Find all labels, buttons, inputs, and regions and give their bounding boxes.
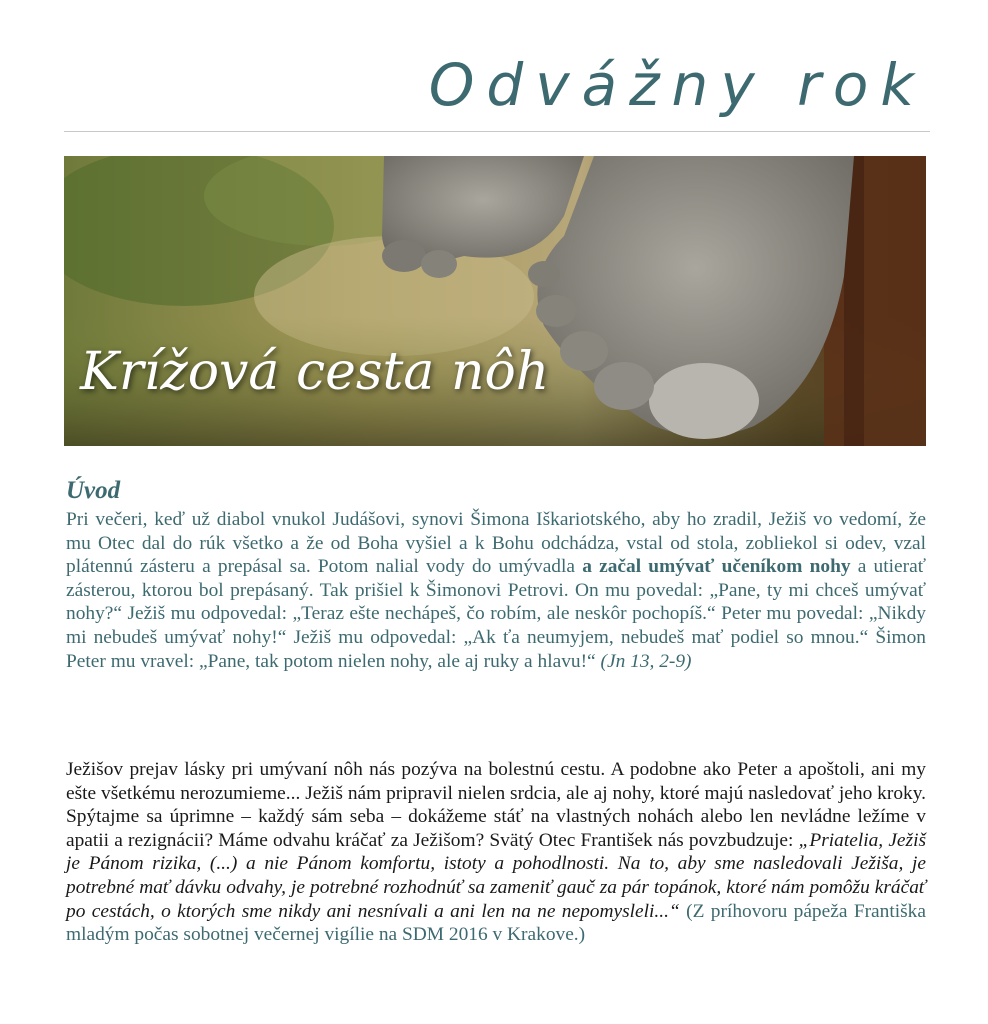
banner-image xyxy=(64,156,926,446)
intro-text-bold: a začal umývať učeníkom nohy xyxy=(582,556,851,578)
bible-reference: (Jn 13, 2-9) xyxy=(600,650,692,672)
feet-statue-icon xyxy=(64,156,926,446)
pope-quote: „Priatelia, Ježiš je Pánom rizika, (...) a nie Pánom komfortu, istoty a pohodlnosti. Na to, aby sme nasledovali Ježiša, je potrebné mať dávku odvahy, je potrebné rozhodnúť sa zameniť gauč za pár topánok, ktoré nám pomôžu kráčať po cestách, o ktorých sme nikdy ani nesnívali a ani len na ne nepomysleli...“ xyxy=(66,829,927,922)
intro-heading: Úvod xyxy=(66,477,121,504)
quote-source: (Z príhovoru pápeža Františka mladým počas sobotnej večernej vigílie na SDM 2016 v Krakove.) xyxy=(66,900,926,946)
banner-caption: Krížová cesta nôh xyxy=(80,342,550,402)
intro-text-before: Pri večeri, keď už diabol vnukol Judášovi, synovi Šimona Iškariotského, aby ho zradil, Ježiš vo vedomí, že mu Otec dal do rúk všetko a že od Boha vyšiel a k Bohu odchádza, vstal od stola, zobliekol si odev, vzal plátennú zásteru a prepásal sa. Potom nalial vody do umývadla xyxy=(66,509,926,578)
page-title: Odvážny rok xyxy=(428,51,926,119)
intro-text-after: a utierať zásterou, ktorou bol prepásaný. Tak prišiel k Šimonovi Petrovi. On mu povedal: „Pane, ty mi chceš umývať nohy?“ Ježiš mu odpovedal: „Teraz ešte nechápeš, čo robím, ale neskôr pochopíš.“ Peter mu povedal: „Nikdy mi nebudeš umývať nohy!“ Ježiš mu odpovedal: „Ak ťa neumyjem, nebudeš mať podiel so mnou.“ Šimon Peter mu vravel: „Pane, tak potom nielen nohy, ale aj ruky a hlavu!“ xyxy=(66,556,926,672)
main-paragraph xyxy=(66,758,926,947)
intro-paragraph xyxy=(66,508,926,673)
main-text: Ježišov prejav lásky pri umývaní nôh nás pozýva na bolestnú cestu. A podobne ako Peter a apoštoli, ani my ešte všetkému nerozumieme... Ježiš nám pripravil nielen srdcia, ale aj nohy, ktoré majú nasledovať jeho kroky. Spýtajme sa úprimne – každý sám seba – dokážeme stáť na vlastných nohách alebo len nevládne ležíme v apatii a rezignácii? Máme odvahu kráčať za Ježišom? Svätý Otec František nás povzbudzuje: xyxy=(66,759,926,851)
header-divider xyxy=(64,131,930,132)
